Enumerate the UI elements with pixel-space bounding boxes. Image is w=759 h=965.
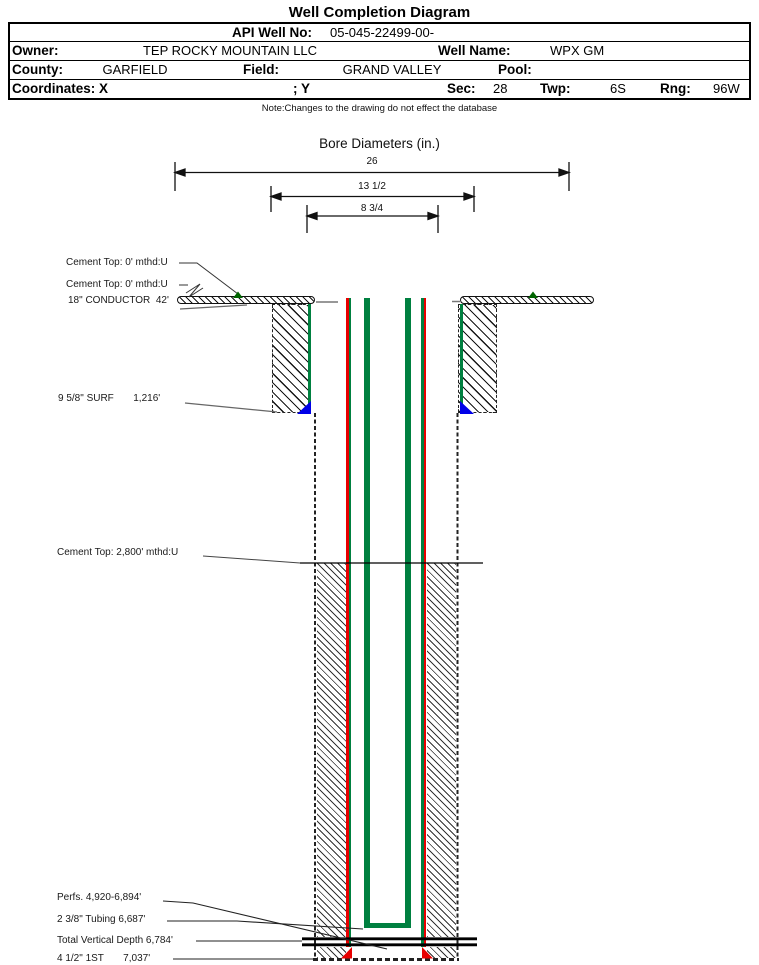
well-name-value: WPX GM	[550, 43, 605, 58]
twp-label: Twp:	[540, 81, 571, 96]
leader-conductor	[180, 305, 247, 309]
dimension-arrow-8-3-4	[307, 205, 438, 233]
twp-value: 6S	[610, 81, 626, 96]
pool-label: Pool:	[498, 62, 532, 77]
break-symbol-zigzag	[186, 284, 203, 297]
cement-top-marker-right	[528, 292, 538, 299]
bore-diameter-8-3-4: 8 3/4	[360, 203, 384, 214]
production-shoe-left	[341, 947, 352, 959]
page-title: Well Completion Diagram	[288, 4, 471, 21]
coordinates-y-label: ; Y	[293, 81, 311, 96]
field-value: GRAND VALLEY	[342, 62, 442, 77]
bore-diameter-13-1-2: 13 1/2	[358, 181, 386, 192]
bore-diameter-26: 26	[366, 156, 378, 167]
label-tvd: Total Vertical Depth 6,784'	[57, 935, 173, 946]
label-production-casing: 4 1/2" 1ST 7,037'	[57, 953, 151, 964]
county-value: GARFIELD	[102, 62, 168, 77]
well-name-label: Well Name:	[438, 43, 511, 58]
label-cement-top-2800: Cement Top: 2,800' mthd:U	[57, 547, 179, 558]
surface-shoe-right	[460, 401, 474, 414]
dimension-arrow-13-1-2	[271, 186, 474, 212]
label-cement-top-2: Cement Top: 0' mthd:U	[66, 279, 168, 290]
leader-cement-top-2800	[203, 556, 300, 563]
sec-value: 28	[493, 81, 508, 96]
open-hole-walls	[315, 413, 458, 959]
production-shoe-right	[422, 947, 433, 959]
label-surface-casing: 9 5/8" SURF 1,216'	[58, 393, 161, 404]
label-perfs: Perfs. 4,920-6,894'	[57, 892, 142, 903]
tvd-marker-lines	[302, 939, 477, 945]
leader-tubing	[167, 921, 363, 929]
field-label: Field:	[243, 62, 279, 77]
rng-value: 96W	[713, 81, 740, 96]
coordinates-label: Coordinates: X	[12, 81, 109, 96]
surface-shoe-left	[297, 401, 311, 414]
api-label: API Well No:	[231, 25, 312, 40]
cement-top-marker-left	[233, 292, 243, 299]
county-label: County:	[12, 62, 63, 77]
database-note: Note:Changes to the drawing do not effect the database	[261, 103, 498, 114]
label-cement-top-1: Cement Top: 0' mthd:U	[66, 257, 168, 268]
rng-label: Rng:	[660, 81, 691, 96]
bore-diameters-title: Bore Diameters (in.)	[319, 136, 440, 151]
sec-label: Sec:	[447, 81, 476, 96]
api-value: 05-045-22499-00-	[330, 25, 435, 40]
owner-label: Owner:	[12, 43, 59, 58]
dimension-arrow-26	[175, 162, 569, 191]
leader-surface-casing	[185, 403, 277, 412]
owner-value: TEP ROCKY MOUNTAIN LLC	[142, 43, 318, 58]
label-tubing: 2 3/8" Tubing 6,687'	[57, 914, 146, 925]
leader-cement-top-1	[179, 263, 238, 294]
label-conductor: 18" CONDUCTOR 42'	[68, 295, 169, 306]
leader-perfs	[163, 901, 387, 949]
